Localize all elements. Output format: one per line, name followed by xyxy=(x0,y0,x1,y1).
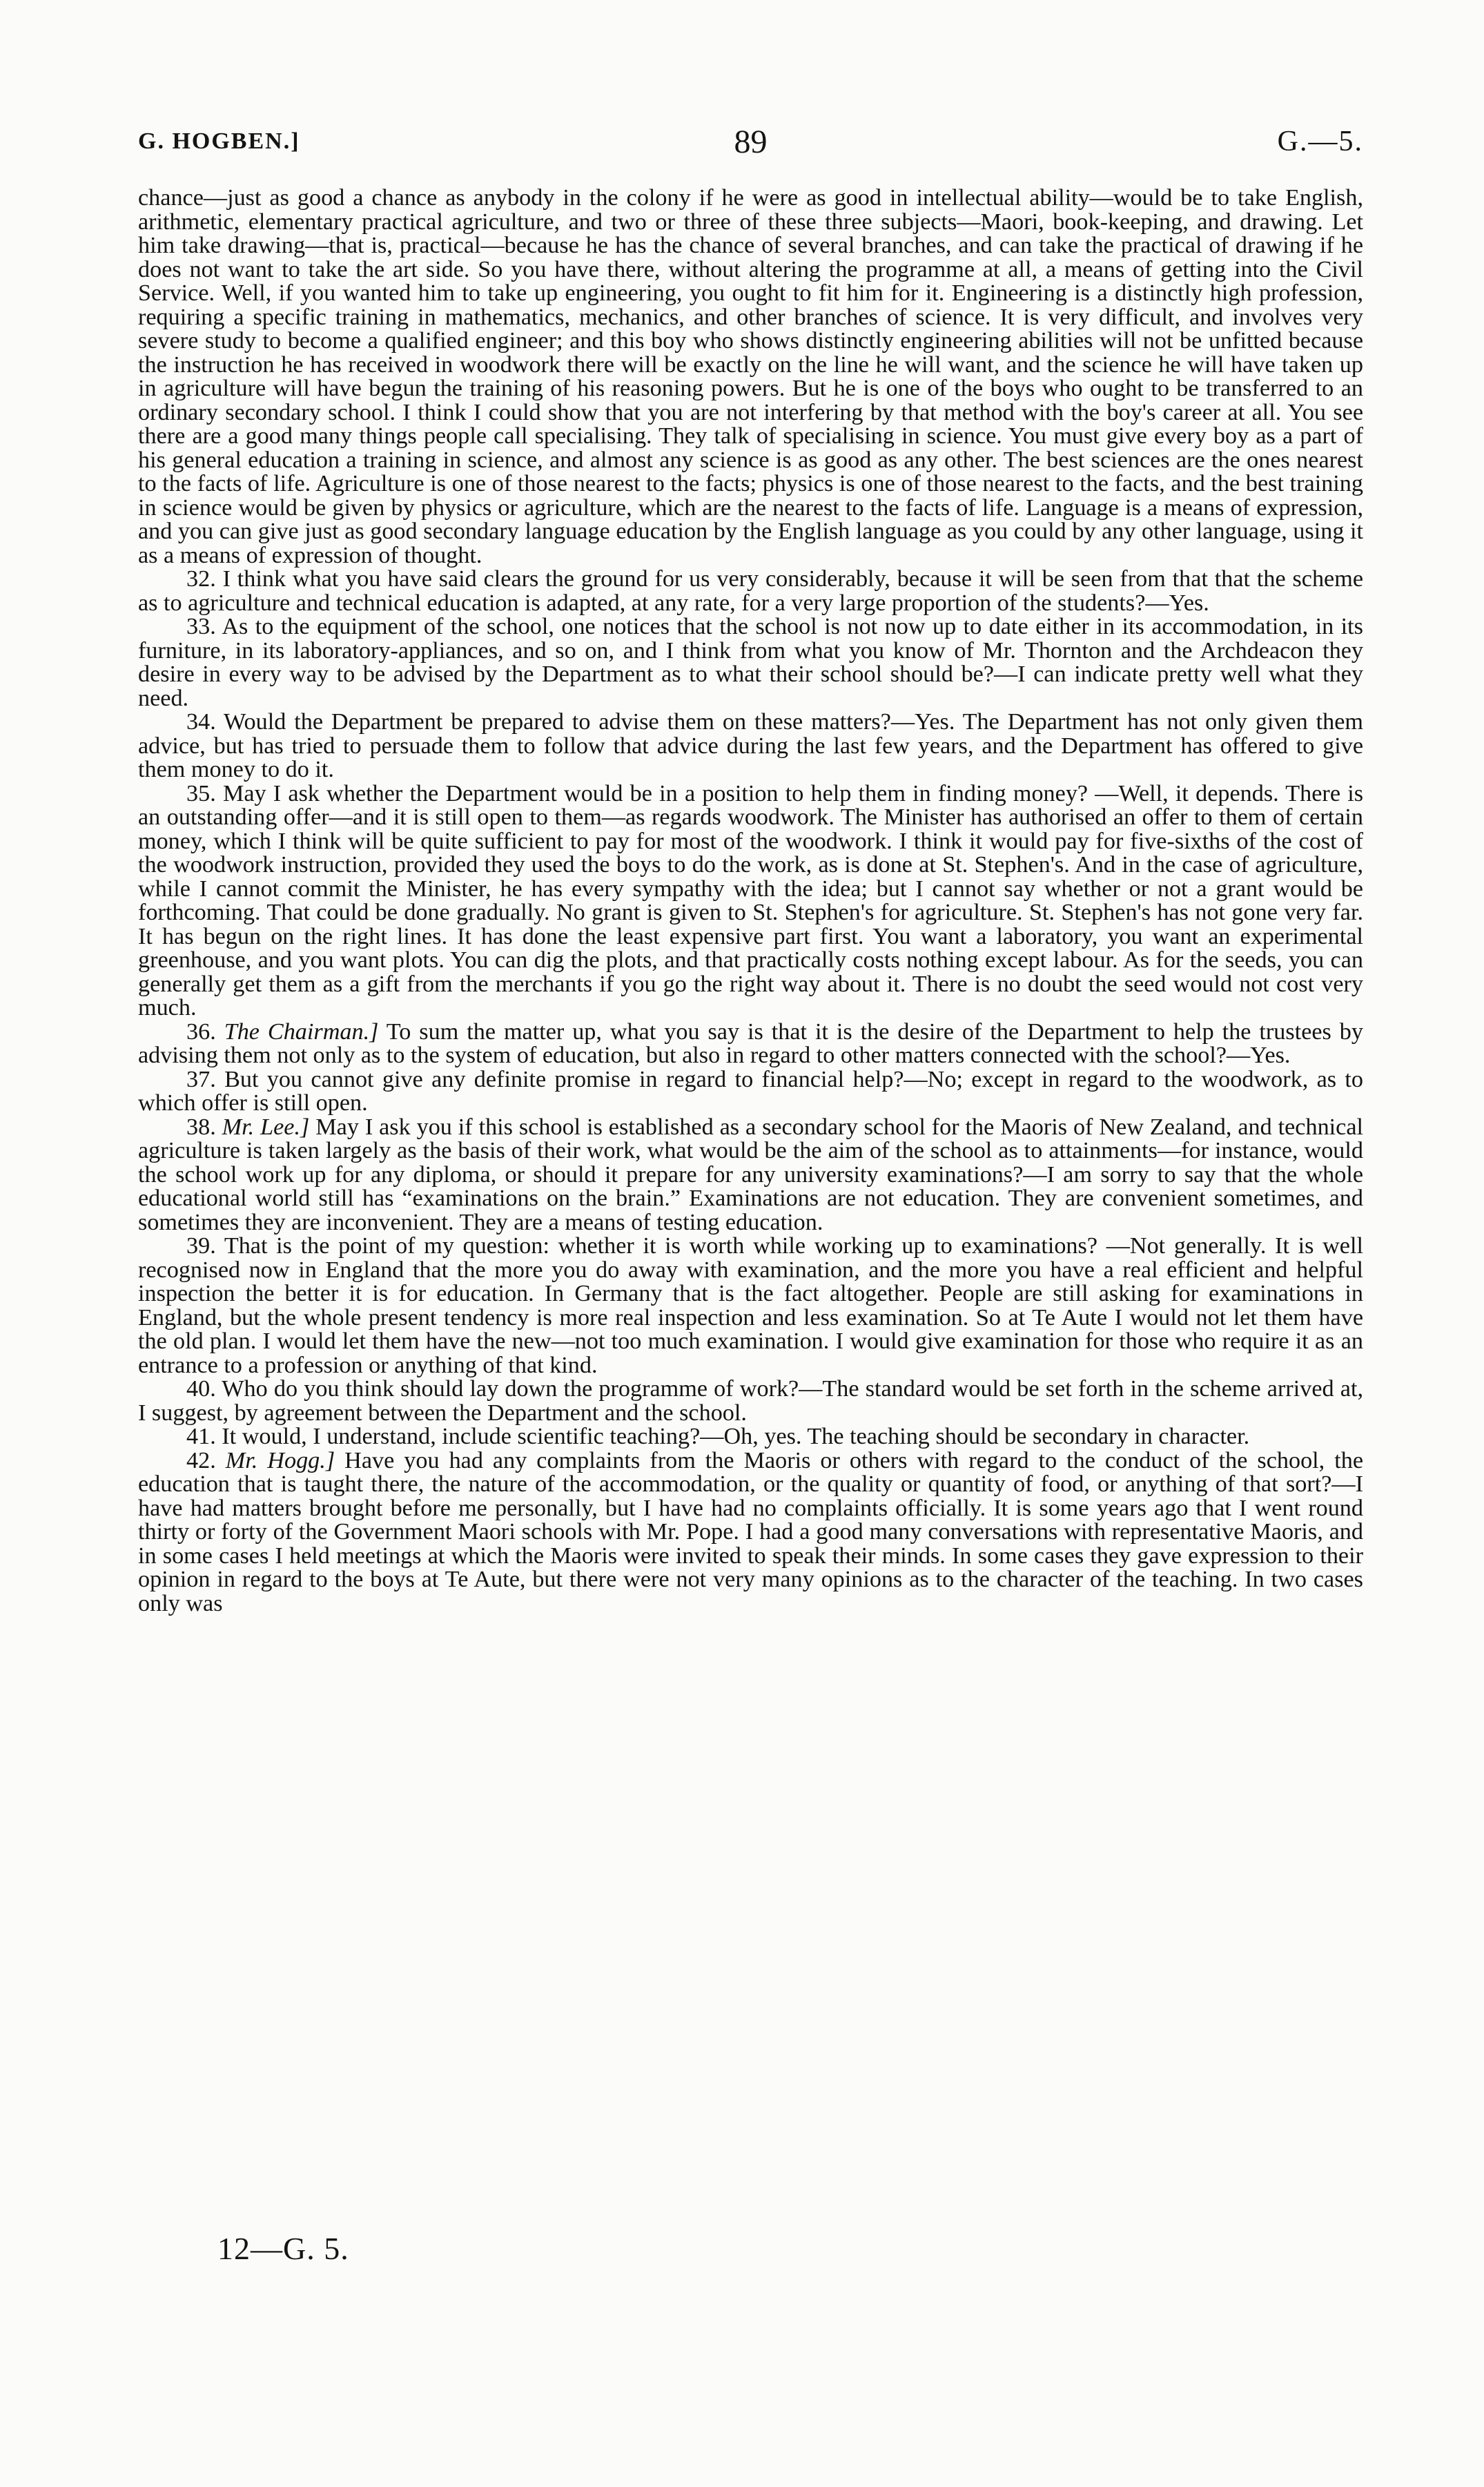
question-number: 39. xyxy=(186,1233,216,1259)
question-number: 33. xyxy=(186,614,216,639)
paragraph-text: I think what you have said clears the ground for us very considerably, because it will be seen from that that the scheme as to agriculture and technical education is adapted, at any rate, for a very large proportion of the students?—Yes. xyxy=(138,566,1363,616)
question-42 xyxy=(138,1449,1363,1616)
page-body xyxy=(138,186,1363,1616)
signature-mark: 12—G. 5. xyxy=(217,2231,349,2266)
paragraph-text: It would, I understand, include scientific teaching?—Oh, yes. The teaching should be secondary in character. xyxy=(222,1424,1250,1449)
question-number: 36. xyxy=(186,1018,216,1045)
question-number: 38. xyxy=(186,1114,216,1140)
document-reference: G.—5. xyxy=(1277,126,1363,157)
question-38 xyxy=(138,1116,1363,1235)
question-number: 35. xyxy=(186,780,216,806)
page-header xyxy=(138,117,1363,166)
question-35 xyxy=(138,782,1363,1020)
question-33 xyxy=(138,615,1363,710)
question-32 xyxy=(138,568,1363,615)
paragraph-text: chance—just as good a chance as anybody in the colony if he were as good in intellectual ability—would be to take English, arithmetic, elementary practical agriculture, and two or three of these three subjects—Maori, book-keeping, and drawing. Let him take drawing—that is, practical—because he has the chance of several branches, and can take the practical of drawing if he does not want to take the art side. So you have there, without altering the programme at all, a means of getting into the Civil Service. Well, if you wanted him to take up engineering, you ought to fit him for it. Engineering is a distinctly high profession, requiring a specific training in mathematics, mechanics, and other branches of science. It is very difficult, and involves very severe study to become a qualified engineer; and this boy who shows distinctly engineering abilities will not be unfitted because the instruction he has received in woodwork there will be exactly on the line he will want, and the science he will have taken up in agriculture will have begun the training of his reasoning powers. But he is one of the boys who ought to be transferred to an ordinary secondary school. I think I could show that you are not interfering by that method with the boy's career at all. You see there are a good many things people call specialising. They talk of specialising in science. You must give every boy as a part of his general education a training in science, and almost any science is as good as any other. The best sciences are the ones nearest to the facts of life. Agriculture is one of those nearest to the facts; physics is one of those nearest to the facts, and the best training in science would be given by physics or agriculture, which are the nearest to the facts of life. Language is a means of expression, and you can give just as good secondary language education by the English language as you could by any other language, using it as a means of expression of thought. xyxy=(138,185,1363,568)
question-number: 32. xyxy=(186,566,216,592)
page-number: 89 xyxy=(734,123,768,160)
question-number: 37. xyxy=(186,1066,216,1092)
witness-name: G. HOGBEN.] xyxy=(138,128,300,154)
paragraph-text: To sum the matter up, what you say is that it is the desire of the Department to help the trustees by advising them not only as to the system of education, but also in regard to other matters connected with the school?—Yes. xyxy=(138,1018,1363,1068)
question-number: 41. xyxy=(186,1424,216,1449)
paragraph-text: Who do you think should lay down the programme of work?—The standard would be set forth in the scheme arrived at, I suggest, by agreement between the Department and the school. xyxy=(138,1376,1363,1426)
paragraph-text: May I ask you if this school is established as a secondary school for the Maoris of New Zealand, and technical agriculture is taken largely as the basis of their work, what would be the aim of the school as to attainments—for instance, would the school work up for any diploma, or should it prepare for any university examinations?—I am sorry to say that the whole educational world still has “examinations on the brain.” Examinations are not education. They are convenient sometimes, and sometimes they are inconvenient. They are a means of testing education. xyxy=(138,1114,1364,1235)
paragraph-text: Would the Department be prepared to advise them on these matters?—Yes. The Department has not only given them advice, but has tried to persuade them to follow that advice during the last few years, and the Department has offered to give them money to do it. xyxy=(138,709,1363,782)
speaker-name: Mr. Hogg.] xyxy=(225,1447,335,1473)
paragraph-text: Have you had any complaints from the Maoris or others with regard to the conduct of the school, the education that is taught there, the nature of the accommodation, or the quality or quantity of food, or anything of that sort?—I have had matters brought before me personally, but I have had no complaints officially. It is some years ago that I went round thirty or forty of the Government Maori schools with Mr. Pope. I had a good many conversations with representative Maoris, and in some cases I held meetings at which the Maoris were invited to speak their minds. In some cases they gave expression to their opinion in regard to the boys at Te Aute, but there were not very many opinions as to the character of the teaching. In two cases only was xyxy=(138,1447,1364,1616)
speaker-name: Mr. Lee.] xyxy=(222,1114,310,1140)
question-36 xyxy=(138,1020,1363,1068)
question-number: 34. xyxy=(186,709,216,735)
paragraph-text: But you cannot give any definite promise in regard to financial help?—No; except in regard to the woodwork, as to which offer is still open. xyxy=(138,1066,1363,1116)
question-number: 42. xyxy=(186,1447,216,1473)
paragraph-text: As to the equipment of the school, one notices that the school is not now up to date either in its accommodation, in its furniture, in its laboratory-appliances, and so on, and I think from what you know of Mr. Thornton and the Archdeacon they desire in every way to be advised by the Department as to what their school should be?—I can indicate pretty well what they need. xyxy=(138,614,1363,711)
question-number: 40. xyxy=(186,1376,216,1402)
question-39 xyxy=(138,1235,1363,1377)
question-37 xyxy=(138,1068,1363,1116)
speaker-name: The Chairman.] xyxy=(224,1018,379,1045)
question-34 xyxy=(138,710,1363,782)
question-41 xyxy=(138,1425,1363,1449)
paragraph-text: May I ask whether the Department would be in a position to help them in finding money? —Well, it depends. There is an outstanding offer—and it is still open to them—as regards woodwork. The Minister has authorised an offer to them of certain money, which I think will be quite sufficient to pay for most of the woodwork. I think it would pay for five-sixths of the cost of the woodwork instruction, provided they used the boys to do the work, as is done at St. Stephen's. And in the case of agriculture, while I cannot commit the Minister, he has every sympathy with the idea; but I cannot say whether or not a grant would be forthcoming. That could be done gradually. No grant is given to St. Stephen's for agriculture. St. Stephen's has not gone very far. It has begun on the right lines. It has done the least expensive part first. You want a laboratory, you want an experimental greenhouse, and you want plots. You can dig the plots, and that practically costs nothing except labour. As for the seeds, you can generally get them as a gift from the merchants if you go the right way about it. There is no doubt the seed would not cost very much. xyxy=(138,780,1364,1020)
paragraph-continuation xyxy=(138,186,1363,568)
question-40 xyxy=(138,1377,1363,1425)
paragraph-text: That is the point of my question: whether it is worth while working up to examinations? —Not generally. It is well recognised now in England that the more you do away with examination, and the more you have a real efficient and helpful inspection the better it is for education. In Germany that is the fact altogether. People are still asking for examinations in England, but the whole present tendency is more real inspection and less examination. So at Te Aute I would not let them have the old plan. I would let them have the new—not too much examination. I would give examination for those who require it as an entrance to a profession or anything of that kind. xyxy=(138,1233,1363,1378)
